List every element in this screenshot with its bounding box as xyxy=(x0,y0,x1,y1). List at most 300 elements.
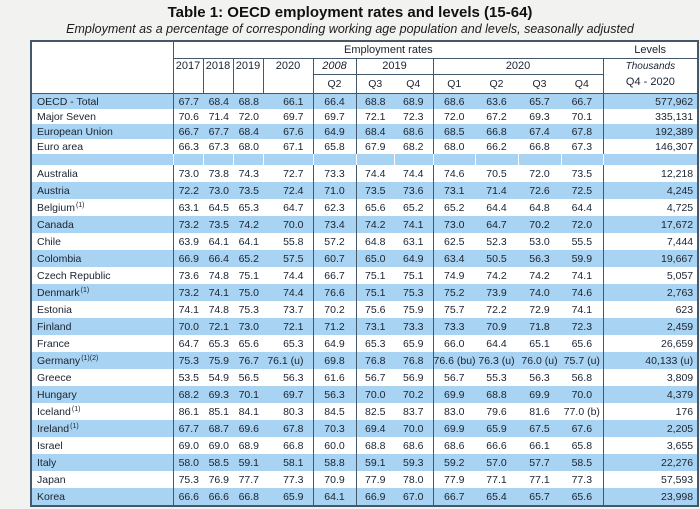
rate-cell: 65.1 xyxy=(529,337,550,350)
levels-period-label: Q4 - 2020 xyxy=(625,76,675,88)
rate-cell: 74.4 xyxy=(263,267,313,284)
separator-cell xyxy=(203,154,233,165)
rate-cell: 58.5 xyxy=(208,456,229,469)
rate-cell: 58.1 xyxy=(263,454,313,471)
rate-cell: 72.2 xyxy=(486,303,507,316)
rate-cell: 64.5 xyxy=(208,201,229,214)
row-label: Greece xyxy=(31,369,173,386)
rate-cell: 65.6 xyxy=(561,335,603,352)
rate-cell: 59.1 xyxy=(238,456,259,469)
year-2019-header: 2019 xyxy=(233,59,263,94)
rate-cell: 66.8 xyxy=(529,140,550,153)
separator-cell xyxy=(518,154,561,165)
rate-cell: 72.3 xyxy=(394,109,433,124)
rate-cell: 65.7 xyxy=(529,490,550,503)
rate-cell: 74.3 xyxy=(238,167,259,180)
rate-cell: 67.6 xyxy=(561,420,603,437)
table-row xyxy=(31,352,698,369)
rate-cell: 56.7 xyxy=(444,371,465,384)
levels-cell: 2,205 xyxy=(666,422,694,435)
group-2020-header: 2020 xyxy=(433,59,603,75)
rate-cell: 65.0 xyxy=(365,252,386,265)
rate-cell: 69.8 xyxy=(313,352,356,369)
rate-cell: 64.7 xyxy=(263,199,313,216)
rate-cell: 66.0 xyxy=(444,337,465,350)
rate-cell: 72.7 xyxy=(263,165,313,182)
rate-cell: 75.2 xyxy=(444,286,465,299)
rate-cell: 77.3 xyxy=(263,471,313,488)
rate-cell: 70.0 xyxy=(365,388,386,401)
rate-cell: 70.1 xyxy=(561,109,603,124)
rate-cell: 83.0 xyxy=(444,405,465,418)
rate-cell: 53.5 xyxy=(178,371,199,384)
q2-2008-header: Q2 xyxy=(313,75,356,94)
rate-cell: 70.2 xyxy=(394,386,433,403)
row-label: Australia xyxy=(31,165,173,182)
year-2017-header: 2017 xyxy=(173,59,203,94)
rate-cell: 74.9 xyxy=(444,269,465,282)
rate-cell: 69.9 xyxy=(444,388,465,401)
rate-cell: 74.1 xyxy=(561,301,603,318)
rate-cell: 62.5 xyxy=(444,235,465,248)
separator-cell xyxy=(263,154,313,165)
rate-cell: 68.6 xyxy=(394,437,433,454)
rate-cell: 78.0 xyxy=(394,471,433,488)
rate-cell: 73.2 xyxy=(178,218,199,231)
separator-cell xyxy=(31,154,173,165)
rate-cell: 77.9 xyxy=(444,473,465,486)
rate-cell: 74.4 xyxy=(263,284,313,301)
rate-cell: 56.3 xyxy=(529,252,550,265)
table-row xyxy=(31,369,698,386)
q4-2020-header: Q4 xyxy=(561,75,603,94)
rate-cell: 71.0 xyxy=(313,182,356,199)
rate-cell: 62.3 xyxy=(313,199,356,216)
separator-cell xyxy=(561,154,603,165)
table-row xyxy=(31,386,698,403)
table-row xyxy=(31,109,698,124)
rate-cell: 72.0 xyxy=(444,110,465,123)
separator-cell xyxy=(433,154,475,165)
levels-cell: 5,057 xyxy=(666,269,694,282)
rate-cell: 76.8 xyxy=(394,352,433,369)
rate-cell: 77.0 (b) xyxy=(561,403,603,420)
rate-cell: 75.7 xyxy=(444,303,465,316)
rate-cell: 81.6 xyxy=(529,405,550,418)
rate-cell: 86.1 xyxy=(178,405,199,418)
rate-cell: 73.3 xyxy=(394,318,433,335)
row-label: Japan xyxy=(31,471,173,488)
table-row xyxy=(31,284,698,301)
rate-cell: 75.1 xyxy=(365,286,386,299)
rate-cell: 66.4 xyxy=(313,94,356,110)
rate-cell: 72.3 xyxy=(561,318,603,335)
rate-cell: 68.4 xyxy=(238,125,259,138)
rate-cell: 72.2 xyxy=(178,184,199,197)
rate-cell: 74.2 xyxy=(238,218,259,231)
rate-cell: 65.9 xyxy=(486,422,507,435)
rate-cell: 77.3 xyxy=(561,471,603,488)
rate-cell: 64.4 xyxy=(561,199,603,216)
rate-cell: 57.5 xyxy=(263,250,313,267)
rate-cell: 69.3 xyxy=(529,110,550,123)
rate-cell: 73.0 xyxy=(178,167,199,180)
levels-cell: 23,998 xyxy=(661,490,694,503)
rate-cell: 70.0 xyxy=(561,386,603,403)
rate-cell: 61.6 xyxy=(313,369,356,386)
rate-cell: 64.9 xyxy=(313,335,356,352)
table-row xyxy=(31,488,698,506)
rate-cell: 72.4 xyxy=(263,182,313,199)
rate-cell: 73.1 xyxy=(444,184,465,197)
row-label: European Union xyxy=(31,124,173,139)
rate-cell: 64.7 xyxy=(486,218,507,231)
rate-cell: 76.6 (bu) xyxy=(433,354,476,367)
rate-cell: 64.1 xyxy=(208,235,229,248)
rate-cell: 64.9 xyxy=(313,124,356,139)
rate-cell: 68.9 xyxy=(394,94,433,110)
rate-cell: 75.1 xyxy=(238,269,259,282)
row-label: Israel xyxy=(31,437,173,454)
table-row xyxy=(31,165,698,182)
rate-cell: 69.7 xyxy=(263,386,313,403)
row-label: Major Seven xyxy=(31,109,173,124)
row-label: Italy xyxy=(31,454,173,471)
rate-cell: 73.5 xyxy=(561,165,603,182)
rate-cell: 68.2 xyxy=(394,139,433,154)
rate-cell: 65.8 xyxy=(561,437,603,454)
rate-cell: 66.7 xyxy=(444,490,465,503)
rate-cell: 66.8 xyxy=(238,490,259,503)
levels-cell: 623 xyxy=(675,303,694,316)
rate-cell: 71.2 xyxy=(313,318,356,335)
rate-cell: 57.7 xyxy=(529,456,550,469)
row-label: Korea xyxy=(31,488,173,506)
employment-rates-header: Employment rates xyxy=(173,41,603,59)
rate-cell: 79.6 xyxy=(486,405,507,418)
rate-cell: 83.7 xyxy=(394,403,433,420)
levels-cell: 57,593 xyxy=(661,473,694,486)
rate-cell: 65.3 xyxy=(208,337,229,350)
rate-cell: 56.3 xyxy=(313,386,356,403)
rate-cell: 65.6 xyxy=(561,488,603,506)
rate-cell: 64.4 xyxy=(486,201,507,214)
rate-cell: 56.7 xyxy=(365,371,386,384)
rate-cell: 65.6 xyxy=(365,201,386,214)
rate-cell: 76.8 xyxy=(365,354,386,367)
q3-2020-header: Q3 xyxy=(532,78,547,90)
table-row xyxy=(31,403,698,420)
corner-cell xyxy=(31,41,173,94)
year-2020-header: 2020 xyxy=(263,59,313,94)
rate-cell: 74.6 xyxy=(444,167,465,180)
rate-cell: 66.2 xyxy=(486,140,507,153)
rate-cell: 73.9 xyxy=(486,286,507,299)
rate-cell: 64.7 xyxy=(178,337,199,350)
rate-cell: 58.0 xyxy=(178,456,199,469)
rate-cell: 64.8 xyxy=(365,235,386,248)
rate-cell: 77.1 xyxy=(529,473,550,486)
rate-cell: 66.8 xyxy=(263,437,313,454)
levels-cell: 146,307 xyxy=(655,140,694,153)
footnote-marker: (1) xyxy=(75,202,85,209)
rate-cell: 68.6 xyxy=(444,439,465,452)
rate-cell: 70.3 xyxy=(313,420,356,437)
rate-cell: 71.4 xyxy=(486,184,507,197)
rate-cell: 69.0 xyxy=(178,439,199,452)
table-row xyxy=(31,199,698,216)
rate-cell: 74.1 xyxy=(561,267,603,284)
rate-cell: 76.1 (u) xyxy=(263,352,313,369)
rate-cell: 68.4 xyxy=(365,125,386,138)
row-label: Colombia xyxy=(31,250,173,267)
rate-cell: 77.1 xyxy=(486,473,507,486)
rate-cell: 68.0 xyxy=(238,140,259,153)
levels-cell: 3,809 xyxy=(666,371,694,384)
rate-cell: 73.0 xyxy=(208,184,229,197)
rate-cell: 65.9 xyxy=(263,488,313,506)
rate-cell: 67.7 xyxy=(208,125,229,138)
rate-cell: 73.4 xyxy=(313,216,356,233)
rate-cell: 68.8 xyxy=(365,439,386,452)
rate-cell: 70.9 xyxy=(313,471,356,488)
separator-cell xyxy=(394,154,433,165)
rate-cell: 70.9 xyxy=(486,320,507,333)
row-label: Euro area xyxy=(31,139,173,154)
footnote-marker: (1) xyxy=(70,423,79,430)
rate-cell: 55.8 xyxy=(263,233,313,250)
rate-cell: 70.0 xyxy=(178,320,199,333)
rate-cell: 66.7 xyxy=(313,267,356,284)
footnote-marker: (1)(2) xyxy=(81,355,99,362)
employment-table xyxy=(30,40,699,507)
rate-cell: 74.2 xyxy=(486,269,507,282)
rate-cell: 75.7 (u) xyxy=(561,352,603,369)
table-row xyxy=(31,318,698,335)
header-row-groups xyxy=(31,41,698,59)
levels-cell: 4,245 xyxy=(666,184,694,197)
q1-2020-header: Q1 xyxy=(447,78,462,90)
rate-cell: 56.3 xyxy=(529,371,550,384)
rate-cell: 75.3 xyxy=(394,284,433,301)
group-2019-header: 2019 xyxy=(356,59,433,75)
rate-cell: 69.6 xyxy=(238,422,259,435)
rate-cell: 71.4 xyxy=(208,110,229,123)
rate-cell: 66.6 xyxy=(208,490,229,503)
rate-cell: 70.5 xyxy=(486,167,507,180)
rate-cell: 73.5 xyxy=(365,184,386,197)
rate-cell: 68.7 xyxy=(208,422,229,435)
rate-cell: 63.4 xyxy=(444,252,465,265)
rate-cell: 64.1 xyxy=(313,488,356,506)
rate-cell: 67.9 xyxy=(365,140,386,153)
rate-cell: 74.0 xyxy=(529,286,550,299)
rate-cell: 66.7 xyxy=(561,94,603,110)
rate-cell: 65.3 xyxy=(263,335,313,352)
rate-cell: 74.8 xyxy=(208,303,229,316)
row-label: Hungary xyxy=(31,386,173,403)
rate-cell: 75.9 xyxy=(208,354,229,367)
rate-cell: 54.9 xyxy=(208,371,229,384)
rate-cell: 68.8 xyxy=(356,94,394,110)
rate-cell: 72.0 xyxy=(238,110,259,123)
row-label: Chile xyxy=(31,233,173,250)
row-label: Germany$^{(1)(2)}$ xyxy=(31,352,173,369)
levels-cell: 17,672 xyxy=(661,218,694,231)
rate-cell: 76.3 (u) xyxy=(478,354,515,367)
rate-cell: 85.1 xyxy=(208,405,229,418)
rate-cell: 66.4 xyxy=(208,252,229,265)
rate-cell: 74.1 xyxy=(208,286,229,299)
rate-cell: 67.7 xyxy=(173,94,203,110)
rate-cell: 74.1 xyxy=(394,216,433,233)
row-label: Denmark$^{(1)}$ xyxy=(31,284,173,301)
table-title: Table 1: OECD employment rates and levels (15-64) xyxy=(167,4,533,21)
q4-2019-header: Q4 xyxy=(394,75,433,94)
rate-cell: 64.1 xyxy=(238,235,259,248)
rate-cell: 63.9 xyxy=(178,235,199,248)
rate-cell: 56.9 xyxy=(394,369,433,386)
row-label: Estonia xyxy=(31,301,173,318)
rate-cell: 73.0 xyxy=(444,218,465,231)
rate-cell: 66.8 xyxy=(486,125,507,138)
rate-cell: 68.5 xyxy=(444,125,465,138)
row-label: Belgium$^{(1)}$ xyxy=(31,199,173,216)
rate-cell: 60.0 xyxy=(313,437,356,454)
row-label: Finland xyxy=(31,318,173,335)
rate-cell: 72.5 xyxy=(561,182,603,199)
rate-cell: 72.9 xyxy=(529,303,550,316)
rate-cell: 77.9 xyxy=(365,473,386,486)
rate-cell: 68.6 xyxy=(394,124,433,139)
rate-cell: 60.7 xyxy=(313,250,356,267)
rate-cell: 74.4 xyxy=(394,165,433,182)
rate-cell: 63.1 xyxy=(178,201,199,214)
rate-cell: 80.3 xyxy=(263,403,313,420)
rate-cell: 75.1 xyxy=(365,269,386,282)
rate-cell: 72.1 xyxy=(365,110,386,123)
rate-cell: 74.2 xyxy=(529,269,550,282)
rate-cell: 66.7 xyxy=(178,125,199,138)
levels-cell: 192,389 xyxy=(655,125,694,138)
row-label: Ireland$^{(1)}$ xyxy=(31,420,173,437)
rate-cell: 75.6 xyxy=(365,303,386,316)
table-row xyxy=(31,267,698,284)
table-row xyxy=(31,420,698,437)
rate-cell: 70.1 xyxy=(238,388,259,401)
levels-cell: 577,962 xyxy=(603,94,698,110)
rate-cell: 59.2 xyxy=(444,456,465,469)
q2-2020-header: Q2 xyxy=(489,78,504,90)
rate-cell: 69.7 xyxy=(313,109,356,124)
footnote-marker: (1) xyxy=(71,406,81,413)
table-row xyxy=(31,139,698,154)
rate-cell: 70.0 xyxy=(263,216,313,233)
rate-cell: 66.1 xyxy=(529,439,550,452)
rate-cell: 72.0 xyxy=(529,167,550,180)
rate-cell: 65.6 xyxy=(238,337,259,350)
footnote-marker: (1) xyxy=(80,287,90,294)
rate-cell: 65.2 xyxy=(394,199,433,216)
rate-cell: 73.2 xyxy=(178,286,199,299)
rate-cell: 69.0 xyxy=(208,439,229,452)
rate-cell: 75.1 xyxy=(394,267,433,284)
rate-cell: 53.0 xyxy=(529,235,550,248)
levels-subheader xyxy=(603,59,698,94)
rate-cell: 59.9 xyxy=(561,250,603,267)
rate-cell: 84.1 xyxy=(238,405,259,418)
rate-cell: 68.4 xyxy=(203,94,233,110)
rate-cell: 58.8 xyxy=(313,454,356,471)
rate-cell: 71.8 xyxy=(529,320,550,333)
row-label: Austria xyxy=(31,182,173,199)
rate-cell: 66.9 xyxy=(178,252,199,265)
levels-cell: 3,655 xyxy=(666,439,694,452)
rate-cell: 65.9 xyxy=(394,335,433,352)
rate-cell: 67.7 xyxy=(178,422,199,435)
rate-cell: 67.2 xyxy=(486,110,507,123)
table-row xyxy=(31,335,698,352)
table-row xyxy=(31,471,698,488)
rate-cell: 74.8 xyxy=(208,269,229,282)
rate-cell: 73.3 xyxy=(313,165,356,182)
rate-cell: 72.0 xyxy=(561,216,603,233)
rate-cell: 64.8 xyxy=(529,201,550,214)
rate-cell: 67.5 xyxy=(529,422,550,435)
rate-cell: 69.7 xyxy=(263,109,313,124)
rate-cell: 63.1 xyxy=(394,233,433,250)
rate-cell: 74.2 xyxy=(365,218,386,231)
thousands-label: Thousands xyxy=(625,61,676,72)
table-row xyxy=(31,437,698,454)
group-2008-header: 2008 xyxy=(313,59,356,75)
rate-cell: 69.3 xyxy=(208,388,229,401)
rate-cell: 68.0 xyxy=(444,140,465,153)
levels-cell: 4,725 xyxy=(666,201,694,214)
levels-cell: 2,763 xyxy=(666,286,694,299)
rate-cell: 77.7 xyxy=(238,473,259,486)
separator-cell xyxy=(173,154,203,165)
rate-cell: 73.5 xyxy=(238,184,259,197)
rate-cell: 65.3 xyxy=(365,337,386,350)
rate-cell: 72.1 xyxy=(263,318,313,335)
levels-cell: 26,659 xyxy=(661,337,694,350)
rate-cell: 55.3 xyxy=(486,371,507,384)
row-label: Iceland$^{(1)}$ xyxy=(31,403,173,420)
levels-cell: 19,667 xyxy=(661,252,694,265)
rate-cell: 73.8 xyxy=(208,167,229,180)
rate-cell: 76.0 (u) xyxy=(521,354,558,367)
rate-cell: 57.0 xyxy=(486,456,507,469)
rate-cell: 59.1 xyxy=(365,456,386,469)
rate-cell: 65.2 xyxy=(444,201,465,214)
q3-2019-header: Q3 xyxy=(368,78,383,90)
rate-cell: 65.3 xyxy=(238,201,259,214)
rate-cell: 64.9 xyxy=(394,250,433,267)
levels-cell: 4,379 xyxy=(666,388,694,401)
rate-cell: 82.5 xyxy=(365,405,386,418)
rate-cell: 72.6 xyxy=(529,184,550,197)
table-row xyxy=(31,250,698,267)
rate-cell: 65.7 xyxy=(518,94,561,110)
rate-cell: 73.5 xyxy=(208,218,229,231)
separator-row xyxy=(31,154,698,165)
rate-cell: 56.3 xyxy=(263,369,313,386)
rate-cell: 50.5 xyxy=(486,252,507,265)
row-label: Czech Republic xyxy=(31,267,173,284)
rate-cell: 66.6 xyxy=(486,439,507,452)
rate-cell: 84.5 xyxy=(313,403,356,420)
